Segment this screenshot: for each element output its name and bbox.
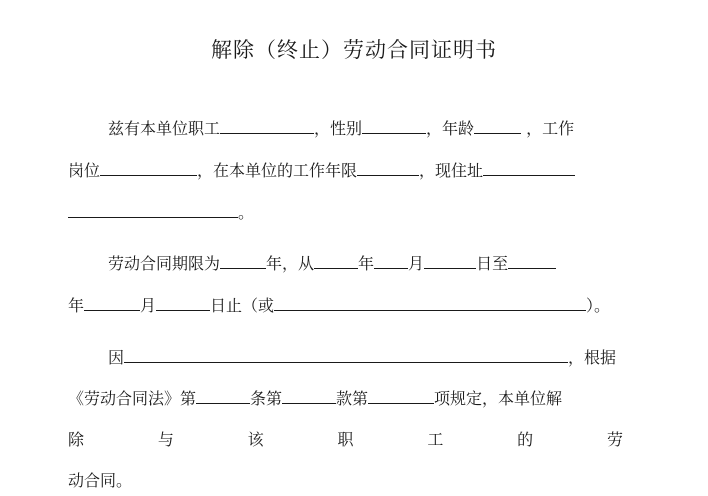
paragraph-2-line-1 [108,251,623,275]
text-because: 因 [108,348,125,367]
blank-address-continued[interactable] [68,200,238,218]
paragraph-1-line-1 [108,116,623,140]
text-address: ，现住址 [419,161,484,180]
blank-term-years[interactable] [220,251,266,269]
paragraph-2-line-2 [68,293,623,317]
blank-alternative-term[interactable] [274,293,586,311]
paragraph-1-line-3 [68,200,623,224]
text-contract-end: 动合同。 [68,471,133,490]
text-work: ，工作 [526,119,575,138]
blank-start-month[interactable] [374,251,408,269]
justified-char: 除 [68,430,85,449]
justified-char: 与 [157,430,174,449]
text-employee-intro: 兹有本单位职工 [108,119,221,138]
text-period: 。 [238,203,255,222]
document-title: 解除（终止）劳动合同证明书 [211,38,497,62]
text-year-from: 年，从 [266,254,315,273]
text-gender: ，性别 [314,119,363,138]
text-year-2: 年 [68,296,85,315]
blank-start-year[interactable] [314,251,358,269]
text-item-provision: 项规定，本单位解 [434,389,563,408]
blank-item[interactable] [368,386,434,404]
justified-char: 的 [517,430,534,449]
text-article: 条第 [250,389,283,408]
text-year: 年 [358,254,375,273]
justified-char: 劳 [606,430,623,449]
blank-age[interactable] [474,116,521,134]
paragraph-3-line-4 [68,469,623,493]
text-position: 岗位 [68,161,101,180]
blank-gender[interactable] [362,116,426,134]
blank-position[interactable] [100,158,197,176]
blank-employee-name[interactable] [220,116,314,134]
blank-end-month[interactable] [84,293,140,311]
text-day-to: 日至 [476,254,509,273]
paragraph-1-line-2 [68,158,623,182]
justified-char: 职 [337,430,354,449]
blank-end-year[interactable] [508,251,556,269]
text-section: 款第 [336,389,369,408]
text-labor-law: 《劳动合同法》第 [68,389,197,408]
paragraph-3-line-2 [68,386,623,410]
text-work-years: ，在本单位的工作年限 [197,161,358,180]
blank-address[interactable] [483,158,575,176]
blank-reason[interactable] [124,345,568,363]
paragraph-3-line-1 [108,345,623,369]
blank-article[interactable] [196,386,250,404]
blank-work-years[interactable] [357,158,419,176]
paragraph-3-line-3 [68,428,623,452]
text-month-2: 月 [140,296,157,315]
blank-end-day[interactable] [156,293,210,311]
blank-section[interactable] [282,386,336,404]
text-contract-term: 劳动合同期限为 [108,254,221,273]
justified-char: 工 [427,430,444,449]
text-close-paren: ）。 [586,296,611,315]
text-month: 月 [408,254,425,273]
justified-char: 该 [247,430,264,449]
text-day-end-or: 日止（或 [210,296,275,315]
blank-start-day[interactable] [424,251,476,269]
text-age: ，年龄 [426,119,475,138]
text-according: ，根据 [568,348,617,367]
